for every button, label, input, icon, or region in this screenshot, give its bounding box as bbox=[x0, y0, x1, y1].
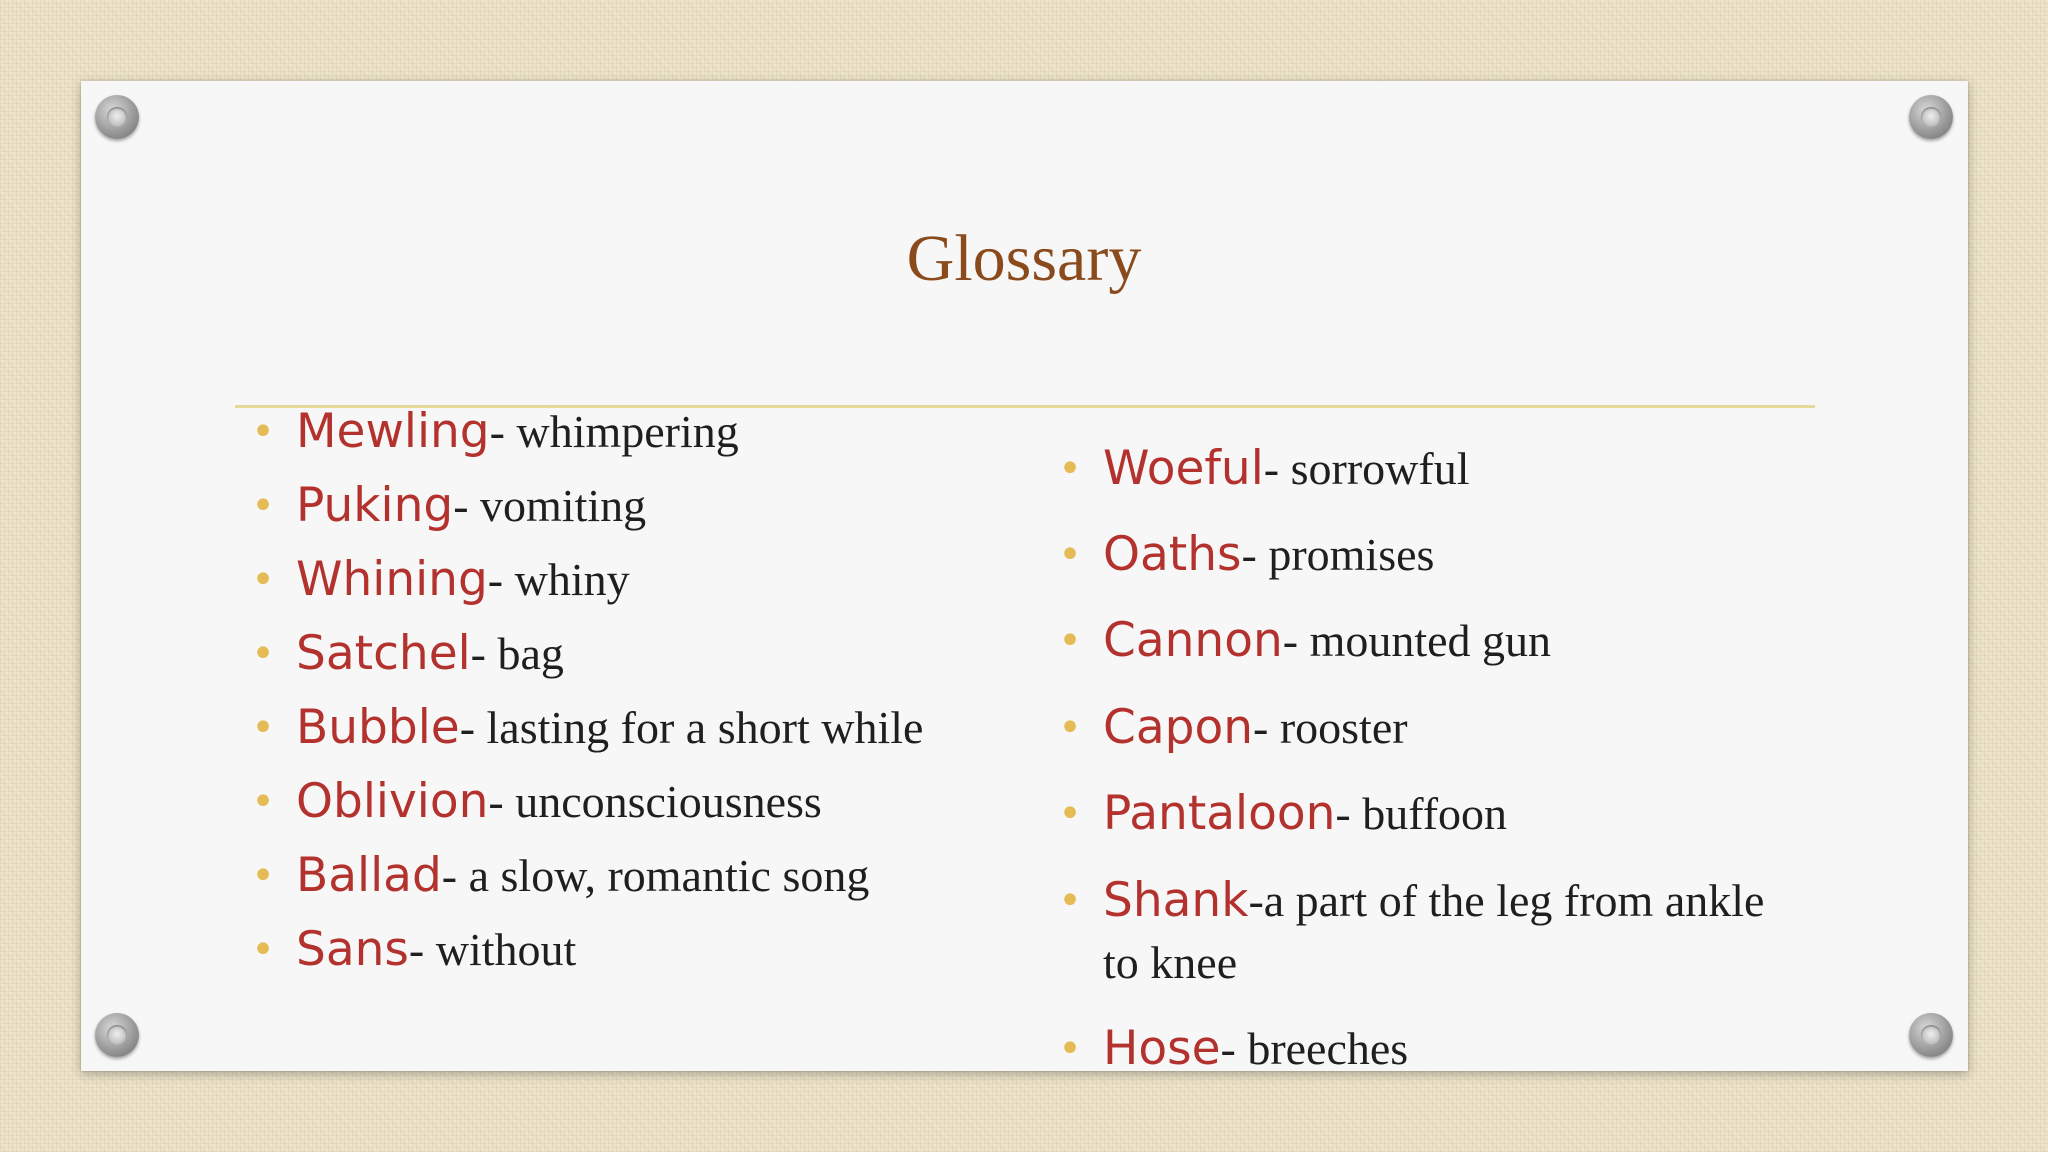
glossary-definition: - sorrowful bbox=[1263, 443, 1470, 494]
glossary-definition: - rooster bbox=[1253, 702, 1408, 753]
glossary-item-sans bbox=[251, 919, 577, 981]
glossary-item-satchel bbox=[251, 623, 564, 685]
glossary-definition: - vomiting bbox=[453, 480, 647, 531]
glossary-definition: - bag bbox=[470, 628, 564, 679]
grommet-bottom-right-icon bbox=[1909, 1013, 1953, 1057]
glossary-item-hose bbox=[1058, 1018, 1409, 1080]
glossary-definition: - whimpering bbox=[489, 406, 739, 457]
bullet-icon: • bbox=[1058, 791, 1082, 837]
glossary-definition: - buffoon bbox=[1335, 788, 1508, 839]
glossary-term: Bubble bbox=[296, 700, 460, 755]
bullet-icon: • bbox=[1058, 705, 1082, 751]
glossary-item-capon bbox=[1058, 697, 1408, 759]
bullet-icon: • bbox=[1058, 1026, 1082, 1072]
glossary-term: Puking bbox=[296, 478, 454, 533]
glossary-item-shank bbox=[1058, 870, 1803, 994]
bullet-icon: • bbox=[1058, 532, 1082, 578]
bullet-icon: • bbox=[251, 927, 275, 973]
grommet-bottom-left-icon bbox=[95, 1013, 139, 1057]
glossary-item-pantaloon bbox=[1058, 783, 1508, 845]
bullet-icon: • bbox=[251, 631, 275, 677]
glossary-term: Oblivion bbox=[296, 774, 489, 829]
glossary-term: Cannon bbox=[1103, 613, 1283, 668]
glossary-item-oblivion bbox=[251, 771, 822, 833]
glossary-term: Woeful bbox=[1103, 441, 1264, 496]
glossary-term: Capon bbox=[1103, 700, 1253, 755]
bullet-icon: • bbox=[251, 853, 275, 899]
glossary-definition: - whiny bbox=[487, 554, 630, 605]
glossary-definition: - breeches bbox=[1220, 1023, 1409, 1074]
glossary-item-puking bbox=[251, 475, 647, 537]
glossary-item-ballad bbox=[251, 845, 870, 907]
grommet-top-right-icon bbox=[1909, 95, 1953, 139]
glossary-definition: - a slow, romantic song bbox=[441, 850, 870, 901]
bullet-icon: • bbox=[251, 483, 275, 529]
glossary-definition: -a part of the leg from ankle to knee bbox=[1103, 875, 1765, 988]
bullet-icon: • bbox=[251, 409, 275, 455]
bullet-icon: • bbox=[251, 779, 275, 825]
glossary-definition: - mounted gun bbox=[1282, 615, 1552, 666]
glossary-term: Shank bbox=[1103, 873, 1249, 928]
glossary-term: Hose bbox=[1103, 1021, 1221, 1076]
glossary-item-bubble bbox=[251, 697, 924, 759]
glossary-term: Sans bbox=[296, 922, 409, 977]
glossary-term: Whining bbox=[296, 552, 488, 607]
glossary-definition: - lasting for a short while bbox=[459, 702, 924, 753]
glossary-term: Ballad bbox=[296, 848, 442, 903]
bullet-icon: • bbox=[1058, 878, 1082, 924]
glossary-item-cannon bbox=[1058, 610, 1552, 672]
glossary-term: Satchel bbox=[296, 626, 471, 681]
glossary-term: Oaths bbox=[1103, 527, 1242, 582]
glossary-item-oaths bbox=[1058, 524, 1435, 586]
bullet-icon: • bbox=[251, 557, 275, 603]
glossary-term: Mewling bbox=[296, 404, 490, 459]
glossary-term: Pantaloon bbox=[1103, 786, 1336, 841]
glossary-item-woeful bbox=[1058, 438, 1470, 500]
glossary-definition: - without bbox=[408, 924, 577, 975]
grommet-top-left-icon bbox=[95, 95, 139, 139]
bullet-icon: • bbox=[1058, 446, 1082, 492]
bullet-icon: • bbox=[251, 705, 275, 751]
glossary-item-whining bbox=[251, 549, 630, 611]
bullet-icon: • bbox=[1058, 618, 1082, 664]
glossary-definition: - promises bbox=[1241, 529, 1435, 580]
slide-title: Glossary bbox=[906, 222, 1142, 295]
glossary-definition: - unconsciousness bbox=[488, 776, 822, 827]
glossary-item-mewling bbox=[251, 401, 739, 463]
